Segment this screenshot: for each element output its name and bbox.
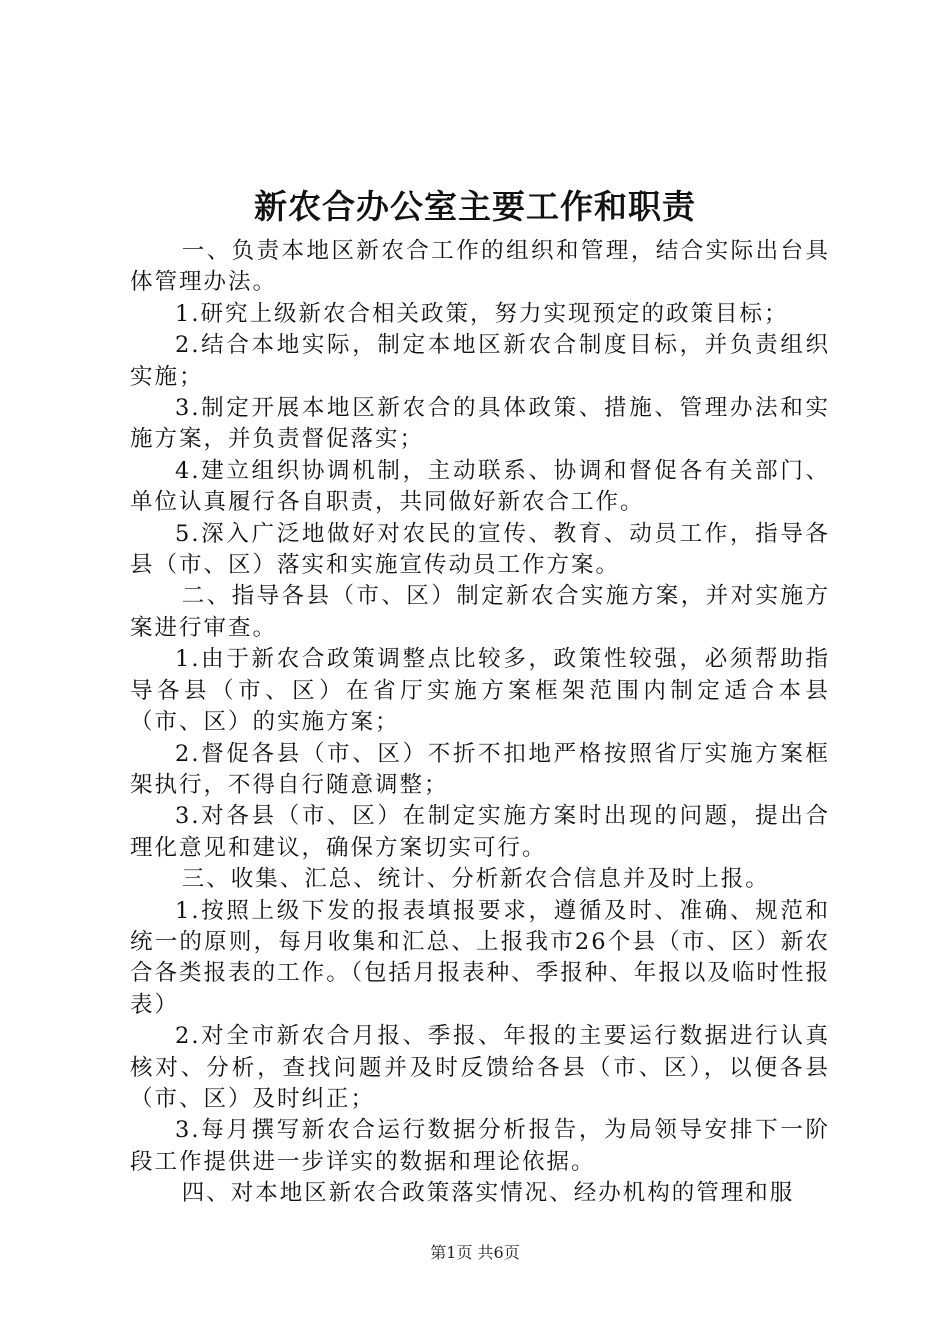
paragraph-section-4: 四、对本地区新农合政策落实情况、经办机构的管理和服	[181, 1180, 795, 1207]
paragraph-item-2-1: 1.由于新农合政策调整点比较多，政策性较强，必须帮助指导各县（市、区）在省厅实施方案框架范围内制定适合本县（市、区）的实施方案；	[130, 646, 830, 736]
paragraph-item-1-3: 3.制定开展本地区新农合的具体政策、措施、管理办法和实施方案，并负责督促落实；	[130, 395, 830, 453]
paragraph-item-2-3: 3.对各县（市、区）在制定实施方案时出现的问题，提出合理化意见和建议，确保方案切实可行。	[130, 803, 830, 861]
paragraph-item-3-3: 3.每月撰写新农合运行数据分析报告，为局领导安排下一阶段工作提供进一步详实的数据和理论依据。	[130, 1117, 830, 1175]
paragraph-section-3: 三、收集、汇总、统计、分析新农合信息并及时上报。	[181, 866, 770, 893]
paragraph-section-1: 一、负责本地区新农合工作的组织和管理，结合实际出台具体管理办法。	[130, 238, 830, 296]
paragraph-item-1-1: 1.研究上级新农合相关政策，努力实现预定的政策目标；	[175, 300, 789, 327]
paragraph-item-2-2: 2.督促各县（市、区）不折不扣地严格按照省厅实施方案框架执行，不得自行随意调整；	[130, 740, 830, 798]
page-footer: 第1页 共6页	[430, 1243, 520, 1262]
paragraph-section-2: 二、指导各县（市、区）制定新农合实施方案，并对实施方案进行审查。	[130, 583, 830, 641]
paragraph-item-1-2: 2.结合本地实际，制定本地区新农合制度目标，并负责组织实施；	[130, 332, 830, 390]
paragraph-item-3-1: 1.按照上级下发的报表填报要求，遵循及时、准确、规范和统一的原则，每月收集和汇总、上报我市26个县（市、区）新农合各类报表的工作。（包括月报表种、季报种、年报以及临时性报表）	[130, 897, 830, 1018]
paragraph-item-1-4: 4.建立组织协调机制，主动联系、协调和督促各有关部门、单位认真履行各自职责，共同做好新农合工作。	[130, 457, 830, 516]
document-body	[130, 236, 830, 1210]
paragraph-item-1-5: 5.深入广泛地做好对农民的宣传、教育、动员工作，指导各县（市、区）落实和实施宣传动员工作方案。	[130, 520, 830, 579]
paragraph-item-3-2: 2.对全市新农合月报、季报、年报的主要运行数据进行认真核对、分析，查找问题并及时反馈给各县（市、区），以便各县（市、区）及时纠正；	[130, 1023, 830, 1112]
document-title: 新农合办公室主要工作和职责	[254, 187, 696, 226]
